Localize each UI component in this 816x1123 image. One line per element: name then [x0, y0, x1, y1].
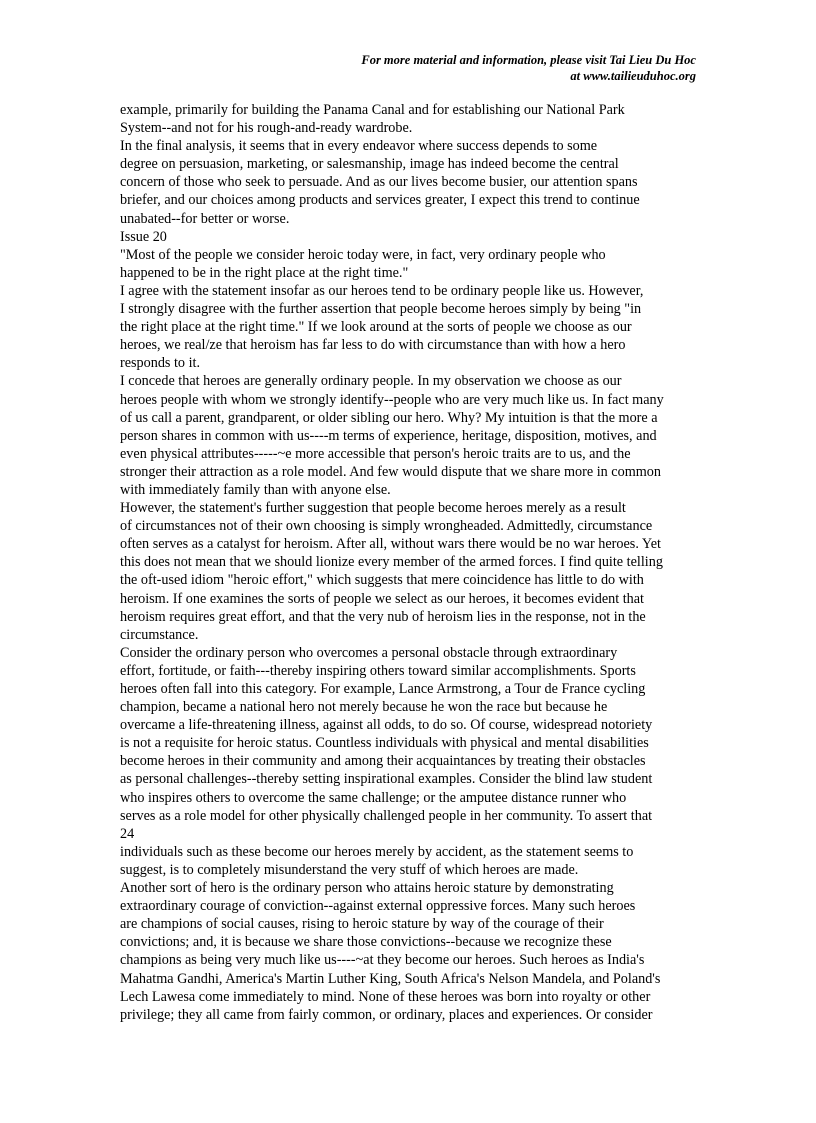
- text-line: often serves as a catalyst for heroism. After all, without wars there would be no war heroes. Yet: [120, 536, 661, 553]
- prompt-quote: happened to be in the right place at the right time.": [120, 264, 409, 281]
- text-line: heroism. If one examines the sorts of people we select as our heroes, it becomes evident that: [120, 590, 644, 607]
- text-line: is not a requisite for heroic status. Countless individuals with physical and mental disabilities: [120, 735, 649, 752]
- text-line: extraordinary courage of conviction--against external oppressive forces. Many such heroes: [120, 898, 636, 915]
- text-line: convictions; and, it is because we share those convictions--because we recognize these: [120, 934, 612, 951]
- text-line: of us call a parent, grandparent, or older sibling our hero. Why? My intuition is that the more a: [120, 409, 658, 426]
- text-line: briefer, and our choices among products and services greater, I expect this trend to continue: [120, 192, 640, 209]
- section-heading: Issue 20: [120, 228, 167, 245]
- text-line: degree on persuasion, marketing, or salesmanship, image has indeed become the central: [120, 156, 619, 173]
- text-line: However, the statement's further suggestion that people become heroes merely as a result: [120, 500, 626, 517]
- text-line: heroes, we real/ze that heroism has far less to do with circumstance than with how a hero: [120, 337, 626, 354]
- text-line: In the final analysis, it seems that in every endeavor where success depends to some: [120, 138, 598, 155]
- text-line: Mahatma Gandhi, America's Martin Luther King, South Africa's Nelson Mandela, and Poland's: [120, 970, 661, 987]
- text-line: the oft-used idiom "heroic effort," which suggests that mere coincidence has little to do with: [120, 572, 644, 589]
- text-line: champion, became a national hero not merely because he won the race but because he: [120, 699, 608, 716]
- document-body: [120, 101, 698, 1024]
- text-line: serves as a role model for other physically challenged people in her community. To assert that: [120, 807, 653, 824]
- page-number: 24: [120, 825, 135, 842]
- text-line: I concede that heroes are generally ordinary people. In my observation we choose as our: [120, 373, 622, 390]
- text-line: responds to it.: [120, 355, 200, 372]
- text-line: with immediately family than with anyone else.: [120, 481, 391, 498]
- header-line: For more material and information, please visit Tai Lieu Du Hoc: [361, 53, 696, 67]
- text-line: overcame a life-threatening illness, against all odds, to do so. Of course, widespread notoriety: [120, 717, 653, 734]
- text-line: as personal challenges--thereby setting inspirational examples. Consider the blind law student: [120, 771, 653, 788]
- text-line: heroes people with whom we strongly identify--people who are very much like us. In fact many: [120, 391, 664, 408]
- prompt-quote: "Most of the people we consider heroic today were, in fact, very ordinary people who: [120, 246, 606, 263]
- text-line: this does not mean that we should lionize every member of the armed forces. I find quite telling: [120, 554, 663, 571]
- text-line: concern of those who seek to persuade. And as our lives become busier, our attention spans: [120, 174, 638, 191]
- text-line: I agree with the statement insofar as our heroes tend to be ordinary people like us. However,: [120, 282, 644, 299]
- text-line: privilege; they all came from fairly common, or ordinary, places and experiences. Or consider: [120, 1006, 653, 1023]
- text-line: become heroes in their community and among their acquaintances by treating their obstacles: [120, 753, 646, 770]
- page-header: [361, 52, 696, 84]
- text-line: even physical attributes-----~e more accessible that person's heroic traits are to us, and the: [120, 445, 631, 462]
- text-line: Lech Lawesa come immediately to mind. None of these heroes was born into royalty or other: [120, 988, 651, 1005]
- text-line: circumstance.: [120, 626, 199, 643]
- text-line: example, primarily for building the Panama Canal and for establishing our National Park: [120, 102, 625, 118]
- text-line: person shares in common with us----m terms of experience, heritage, disposition, motives, and: [120, 427, 657, 444]
- header-line: at www.tailieuduhoc.org: [570, 69, 696, 83]
- text-line: System--and not for his rough-and-ready wardrobe.: [120, 120, 413, 137]
- text-line: heroes often fall into this category. For example, Lance Armstrong, a Tour de France cycling: [120, 681, 646, 697]
- text-line: of circumstances not of their own choosing is simply wrongheaded. Admittedly, circumstance: [120, 518, 653, 535]
- text-line: I strongly disagree with the further assertion that people become heroes simply by being "in: [120, 301, 642, 318]
- text-line: are champions of social causes, rising to heroic stature by way of the courage of their: [120, 916, 604, 933]
- text-line: Consider the ordinary person who overcomes a personal obstacle through extraordinary: [120, 644, 618, 661]
- text-line: individuals such as these become our heroes merely by accident, as the statement seems to: [120, 843, 634, 860]
- text-line: effort, fortitude, or faith---thereby inspiring others toward similar accomplishments. Sports: [120, 662, 636, 679]
- text-line: the right place at the right time." If we look around at the sorts of people we choose as our: [120, 319, 632, 336]
- text-line: Another sort of hero is the ordinary person who attains heroic stature by demonstrating: [120, 880, 614, 897]
- text-line: heroism requires great effort, and that the very nub of heroism lies in the response, not in the: [120, 608, 646, 625]
- text-line: suggest, is to completely misunderstand the very stuff of which heroes are made.: [120, 861, 579, 878]
- text-line: unabated--for better or worse.: [120, 210, 290, 227]
- text-line: champions as being very much like us----~at they become our heroes. Such heroes as India's: [120, 952, 645, 969]
- text-line: stronger their attraction as a role model. And few would dispute that we share more in common: [120, 463, 661, 480]
- text-line: who inspires others to overcome the same challenge; or the amputee distance runner who: [120, 789, 627, 806]
